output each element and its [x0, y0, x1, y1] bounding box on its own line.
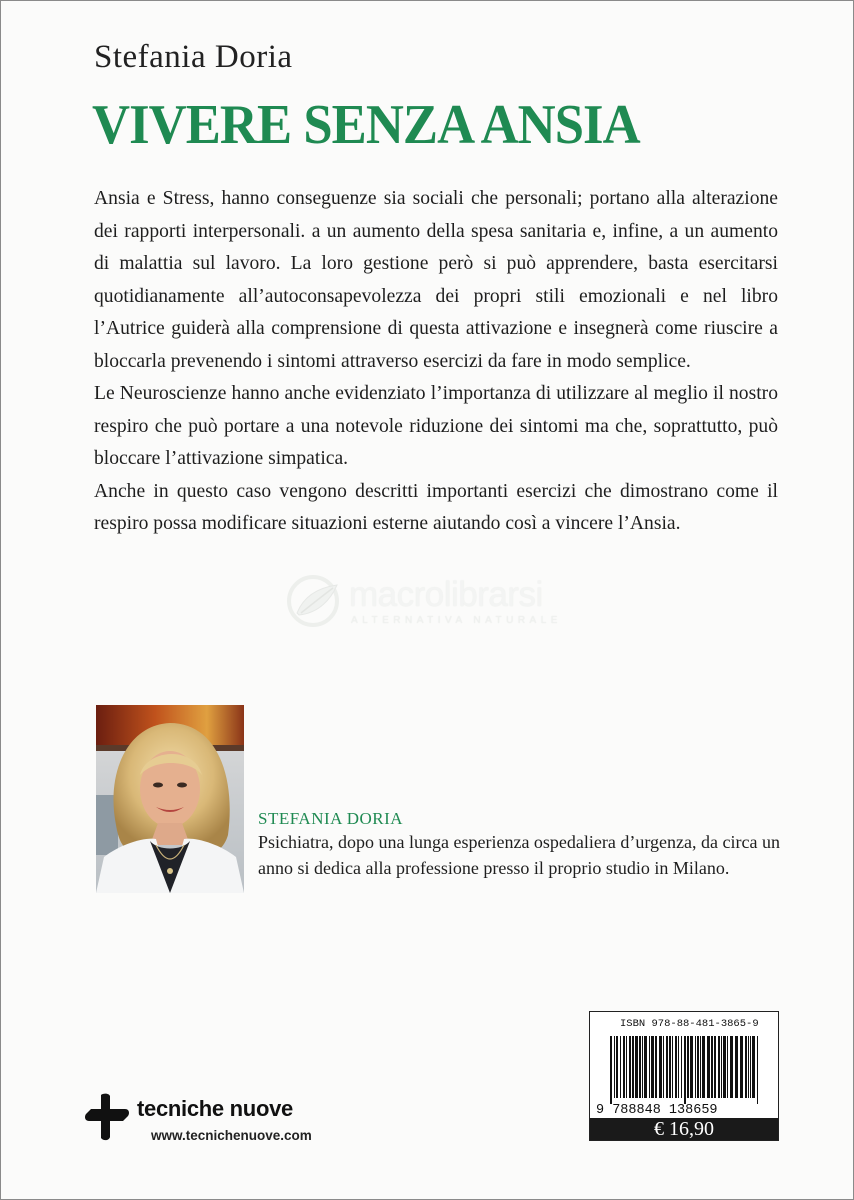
author-photo	[96, 705, 244, 893]
watermark-tagline: ALTERNATIVA NATURALE	[351, 615, 562, 626]
barcode-bar	[681, 1036, 682, 1098]
barcode-bar	[642, 1036, 643, 1098]
blurb-paragraph: Le Neuroscienze hanno anche evidenziato l’importanza di utilizzare al meglio il nostro respiro che può portare a una notevole riduzione dei sintomi ma che, soprattutto, può bloccare l’attivazione simpatica.	[94, 383, 778, 469]
publisher	[83, 1091, 343, 1151]
barcode-bar	[635, 1036, 638, 1098]
barcode-bar	[623, 1036, 625, 1098]
barcode-bar	[620, 1036, 621, 1098]
watermark-name: macrolibrarsi	[349, 575, 543, 614]
barcode-bar	[752, 1036, 755, 1098]
barcode-bar	[735, 1036, 738, 1098]
barcode-bar	[714, 1036, 716, 1098]
barcode-bar	[666, 1036, 668, 1098]
blurb-paragraph: Ansia e Stress, hanno conseguenze sia sociali che personali; portano alla alterazione dei rapporti interpersonali. a un aumento della spesa sanitaria e, infine, a un aumento di malattia sul lavoro. La loro gestione però si può apprendere, basta esercitarsi quotidianamente all’autoconsapevolezza dei propri stili emozionali e nel libro l’Autrice guiderà alla comprensione di questa attivazione e insegnerà come riuscire a bloccarla prevenendo i sintomi attraverso esercizi da fare in modo semplice.	[94, 188, 778, 372]
barcode-bar	[639, 1036, 641, 1098]
barcode-bar	[740, 1036, 743, 1098]
price: € 16,90	[590, 1118, 778, 1140]
barcode-bar	[748, 1036, 749, 1098]
barcode	[589, 1011, 779, 1141]
barcode-bar	[757, 1036, 758, 1104]
barcode-bar	[684, 1036, 686, 1104]
barcode-bar	[690, 1036, 693, 1098]
barcode-bar	[614, 1036, 615, 1098]
book-title: VIVERE SENZA ANSIA	[92, 94, 640, 156]
barcode-bar	[663, 1036, 664, 1098]
publisher-logo-icon	[83, 1091, 133, 1143]
barcode-bar	[695, 1036, 696, 1098]
barcode-bar	[723, 1036, 726, 1098]
barcode-bar	[610, 1036, 612, 1104]
watermark	[283, 573, 583, 633]
barcode-bar	[702, 1036, 705, 1098]
publisher-name: tecniche nuove	[137, 1096, 293, 1121]
barcode-bar	[669, 1036, 671, 1098]
publisher-url: www.tecnichenuove.com	[151, 1128, 312, 1143]
barcode-bar	[687, 1036, 689, 1098]
watermark-leaf-icon	[283, 573, 345, 629]
ean-digits: 9 788848 138659	[596, 1103, 718, 1118]
barcode-bar	[675, 1036, 677, 1098]
barcode-bar	[659, 1036, 662, 1098]
barcode-bar	[711, 1036, 713, 1098]
isbn-label: ISBN 978-88-481-3865-9	[620, 1018, 759, 1030]
blurb-paragraph: Anche in questo caso vengono descritti importanti esercizi che dimostrano come il respiro possa modificare situazioni esterne aiutando così a vincere l’Ansia.	[94, 480, 778, 534]
barcode-bar	[632, 1036, 634, 1098]
barcode-bar	[616, 1036, 618, 1098]
barcode-bar	[678, 1036, 679, 1098]
bio-author-name: STEFANIA DORIA	[258, 809, 404, 828]
barcode-bar	[644, 1036, 647, 1098]
barcode-bar	[626, 1036, 627, 1098]
barcode-bar	[629, 1036, 631, 1098]
barcode-bar	[649, 1036, 650, 1098]
barcode-bar	[750, 1036, 751, 1098]
barcode-bar	[745, 1036, 747, 1098]
barcode-bar	[700, 1036, 701, 1098]
barcode-bar	[721, 1036, 722, 1098]
bio-text: Psichiatra, dopo una lunga esperienza ospedaliera d’urgenza, da circa un anno si dedica alla professione presso il proprio studio in Milano.	[258, 832, 780, 878]
barcode-bar	[672, 1036, 673, 1098]
barcode-bars	[610, 1036, 760, 1104]
barcode-bar	[651, 1036, 654, 1098]
barcode-bar	[655, 1036, 657, 1098]
barcode-bar	[730, 1036, 733, 1098]
barcode-bar	[707, 1036, 710, 1098]
barcode-bar	[718, 1036, 720, 1098]
blurb	[94, 183, 778, 541]
author-name: Stefania Doria	[94, 39, 293, 75]
barcode-bar	[697, 1036, 699, 1098]
barcode-bar	[727, 1036, 728, 1098]
